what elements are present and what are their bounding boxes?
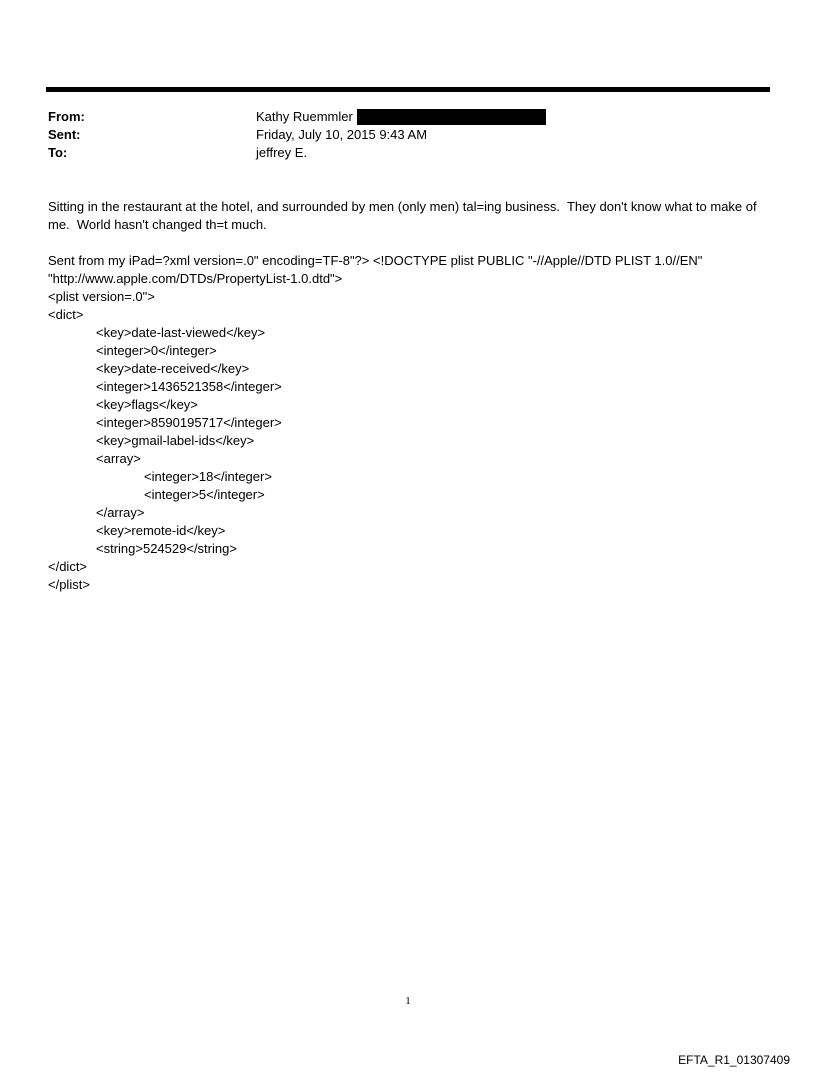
body-line: <key>remote-id</key> bbox=[96, 523, 226, 538]
body-line: <integer>0</integer> bbox=[96, 343, 217, 358]
body-line: Sent from my iPad=?xml version=.0" encoding=TF-8"?> <!DOCTYPE plist PUBLIC "-//Apple//DTD PLIST 1.0//EN" bbox=[48, 253, 703, 268]
sent-label: Sent: bbox=[48, 127, 81, 142]
body-line: </dict> bbox=[48, 559, 88, 574]
body-line: "http://www.apple.com/DTDs/PropertyList-1.0.dtd"> bbox=[48, 271, 343, 286]
plist-block bbox=[48, 252, 758, 594]
body-line: <key>flags</key> bbox=[96, 397, 198, 412]
body-line: <string>524529</string> bbox=[96, 541, 237, 556]
to-row bbox=[48, 144, 768, 162]
sent-row bbox=[48, 126, 768, 144]
body-line: <integer>18</integer> bbox=[144, 469, 272, 484]
from-value-wrap bbox=[256, 108, 546, 126]
body-line: <integer>8590195717</integer> bbox=[96, 415, 282, 430]
message-paragraph: Sitting in the restaurant at the hotel, and surrounded by men (only men) tal=ing business. They don't know what to make of me. World hasn't changed th=t much. bbox=[48, 199, 761, 232]
body-line: <key>gmail-label-ids</key> bbox=[96, 433, 255, 448]
body-line: </plist> bbox=[48, 577, 90, 592]
body-line: </array> bbox=[96, 505, 145, 520]
email-header bbox=[48, 108, 768, 162]
body-line: <key>date-last-viewed</key> bbox=[96, 325, 266, 340]
body-line: <key>date-received</key> bbox=[96, 361, 250, 376]
to-value: jeffrey E. bbox=[256, 145, 308, 160]
body-line: <integer>5</integer> bbox=[144, 487, 265, 502]
header-rule bbox=[46, 87, 770, 92]
body-line: <dict> bbox=[48, 307, 84, 322]
body-line: <plist version=.0"> bbox=[48, 289, 155, 304]
document-id: EFTA_R1_01307409 bbox=[678, 1053, 790, 1067]
from-value: Kathy Ruemmler bbox=[256, 109, 353, 124]
body-line: <array> bbox=[96, 451, 141, 466]
from-row bbox=[48, 108, 768, 126]
from-label: From: bbox=[48, 109, 85, 124]
body-line: <integer>1436521358</integer> bbox=[96, 379, 282, 394]
sent-value: Friday, July 10, 2015 9:43 AM bbox=[256, 127, 428, 142]
to-label: To: bbox=[48, 145, 68, 160]
email-body bbox=[48, 198, 761, 594]
page-number: 1 bbox=[405, 995, 411, 1007]
redaction-box bbox=[357, 109, 546, 125]
